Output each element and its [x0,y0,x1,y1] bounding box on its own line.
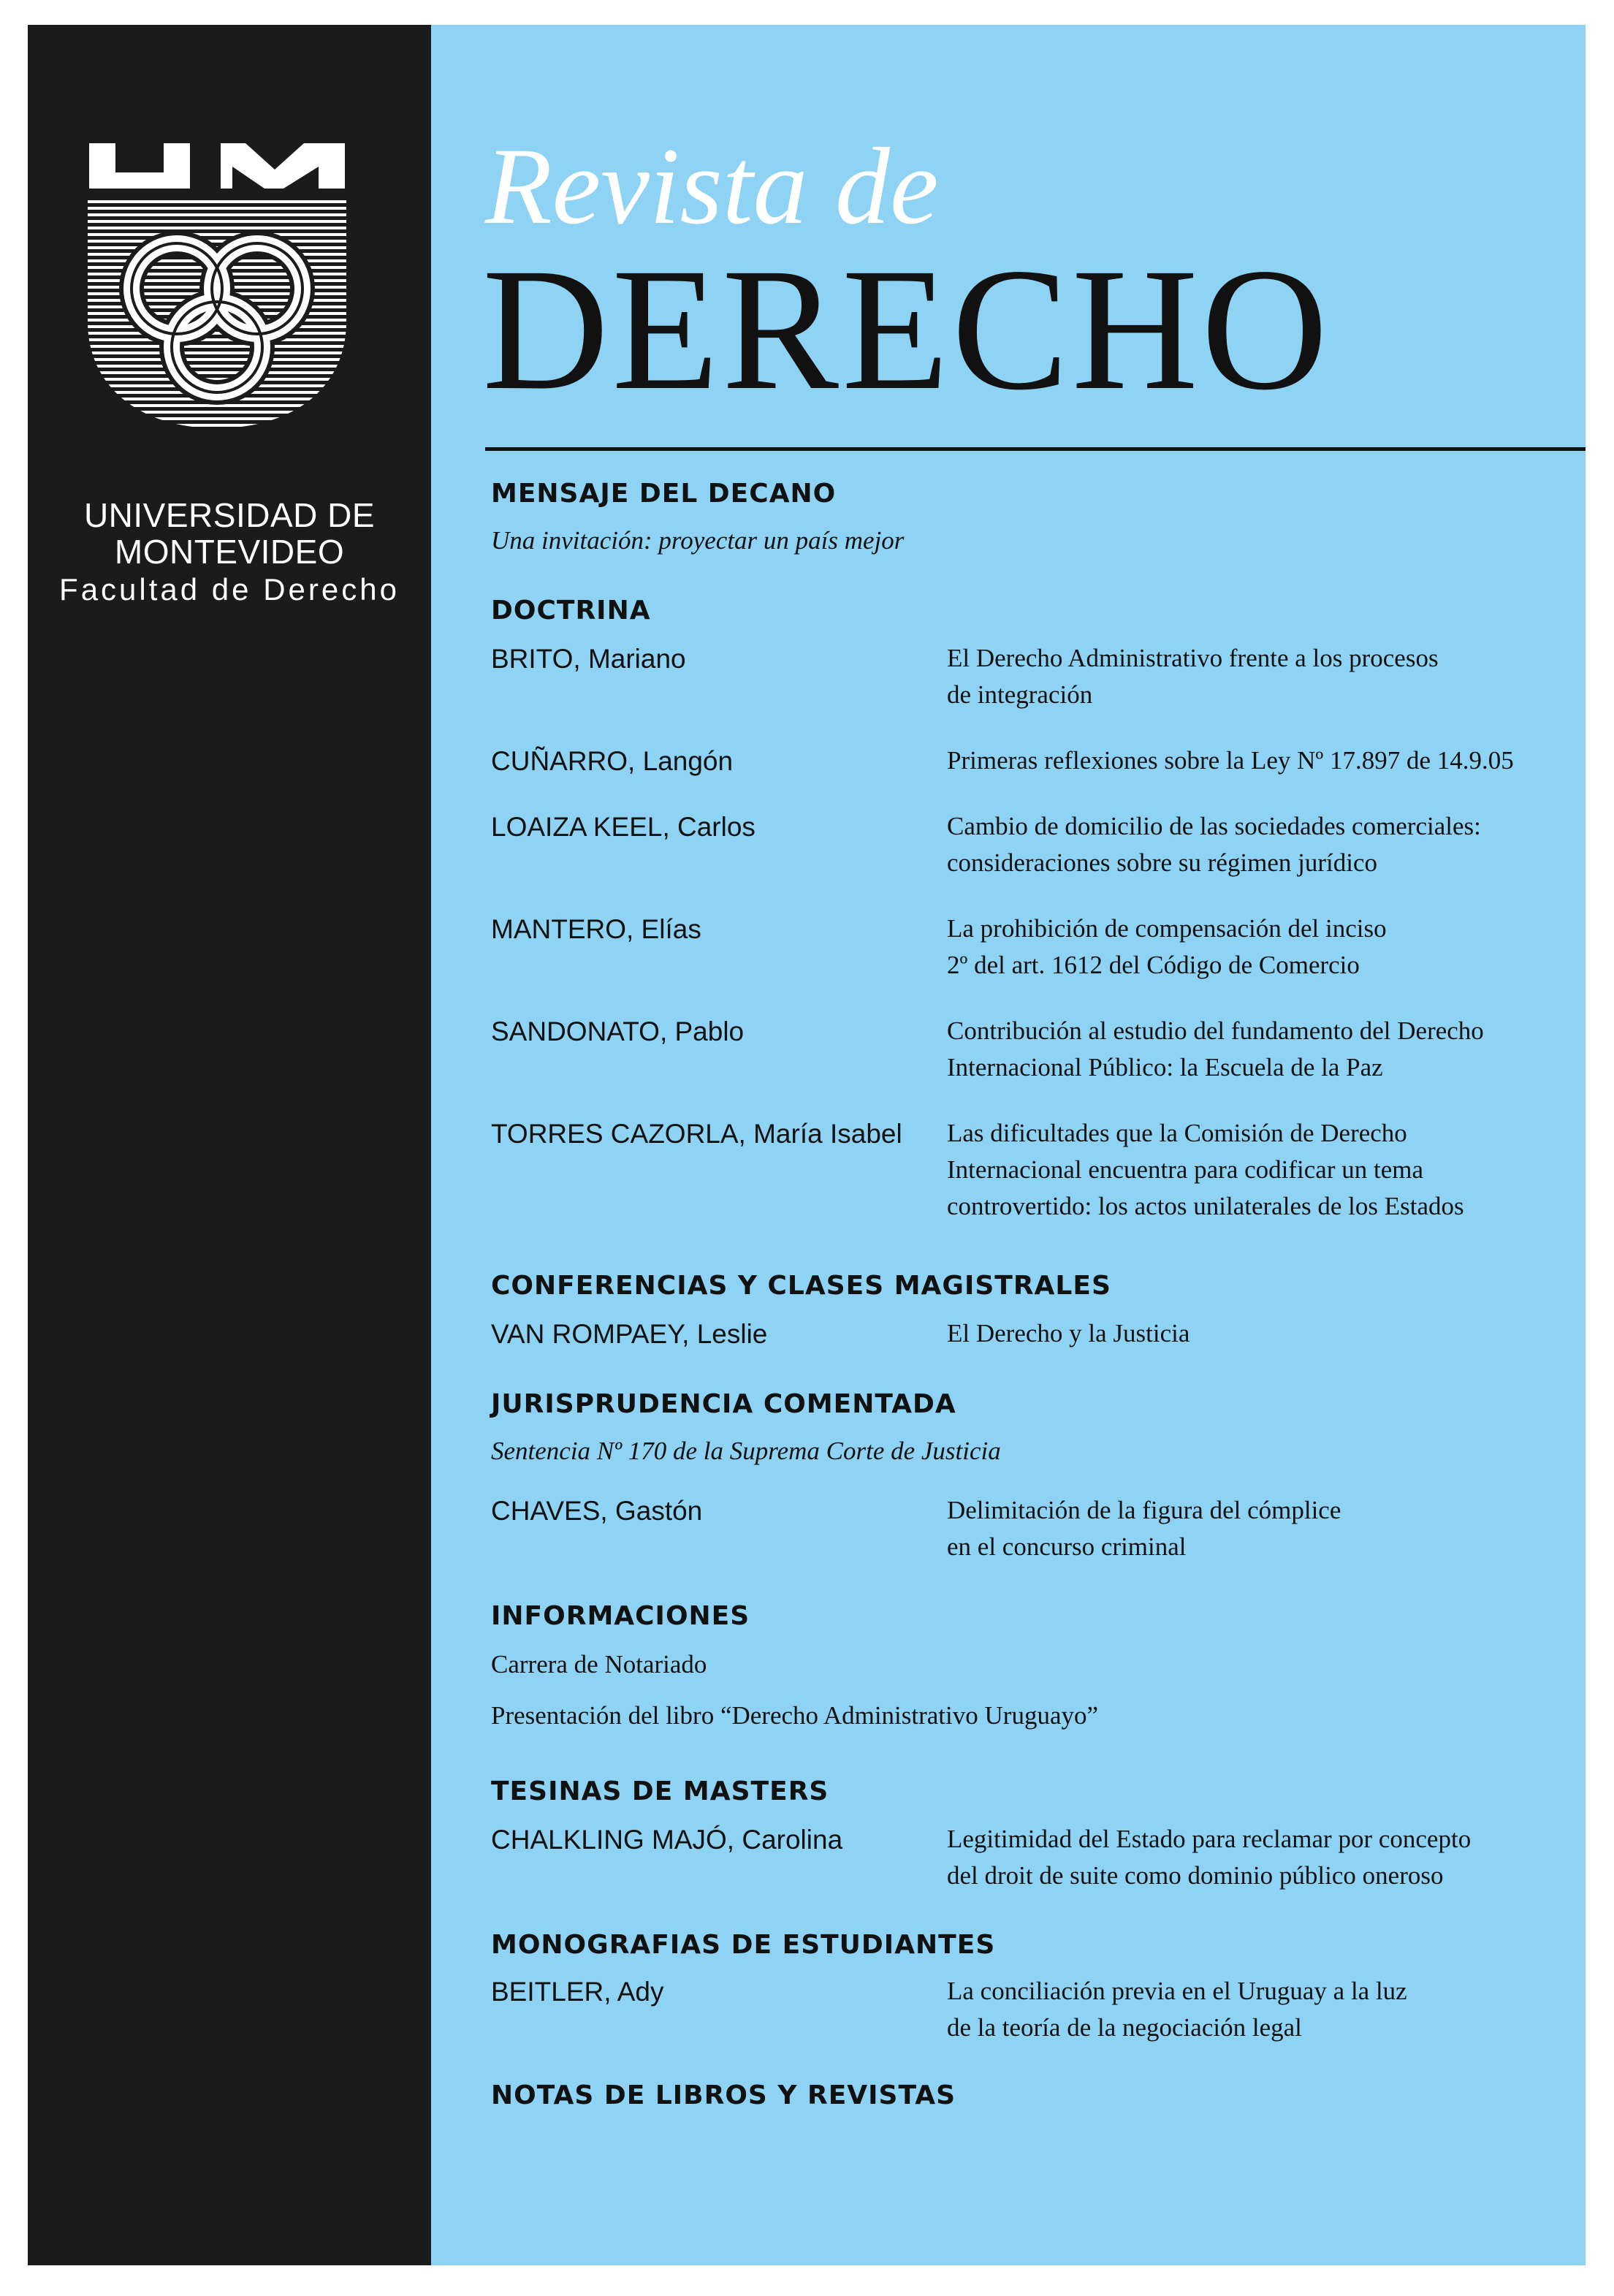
article-title-line: La prohibición de compensación del inciso [947,914,1387,943]
informaciones-item: Presentación del libro “Derecho Administrativo Uruguayo” [491,1701,1099,1730]
shield-stripe [82,345,352,348]
faculty-name: Facultad de Derecho [59,572,400,607]
article-title-line: 2º del art. 1612 del Código de Comercio [947,951,1360,979]
shield-stripe [82,200,352,203]
shield-stripe [82,332,352,335]
shield-stripe [82,207,352,210]
article-title-line: de la teoría de la negociación legal [947,2013,1302,2042]
article-title [947,808,1561,881]
university-logo [82,139,352,460]
author-name: VAN ROMPAEY, Leslie [491,1319,768,1349]
shield-stripe [82,365,352,368]
article-title [947,1115,1561,1225]
shield-stripe [82,240,352,243]
shield-stripe [82,227,352,229]
university-name [28,497,431,609]
author-name: CHAVES, Gastón [491,1496,703,1526]
university-line-1: UNIVERSIDAD DE [83,496,376,534]
article-title [947,911,1561,984]
title-divider [485,447,1586,451]
shield-stripe [82,424,352,427]
mensaje-subtitle: Una invitación: proyectar un país mejor [491,526,905,555]
article-title [947,640,1561,713]
article-title [947,1013,1561,1086]
shield-stripe [82,411,352,414]
article-title-line: El Derecho y la Justicia [947,1319,1190,1347]
article-title-line: Contribución al estudio del fundamento del Derecho [947,1016,1484,1045]
article-title-line: Internacional encuentra para codificar un tema [947,1155,1423,1184]
shield-stripe [82,213,352,216]
journal-title-revista: Revista de [485,126,939,247]
article-title [947,1821,1561,1894]
shield-stripe [82,417,352,420]
section-heading-notas: NOTAS DE LIBROS Y REVISTAS [491,2080,956,2110]
author-name: LOAIZA KEEL, Carlos [491,812,755,842]
article-title [947,1973,1561,2046]
section-heading-jurisprudencia: JURISPRUDENCIA COMENTADA [491,1389,956,1419]
shield-stripe [82,233,352,236]
article-title [947,1315,1561,1352]
journal-title-derecho: DERECHO [482,232,1331,426]
shield-stripe [82,430,352,433]
section-heading-tesinas: TESINAS DE MASTERS [491,1776,829,1806]
section-heading-conferencias: CONFERENCIAS Y CLASES MAGISTRALES [491,1271,1111,1301]
article-title-line: El Derecho Administrativo frente a los procesos [947,644,1439,672]
article-title-line: Legitimidad del Estado para reclamar por concepto [947,1825,1472,1853]
author-name: CHALKLING MAJÓ, Carolina [491,1825,843,1855]
jurisprudencia-subtitle: Sentencia Nº 170 de la Suprema Corte de Justicia [491,1437,1001,1465]
section-heading-informaciones: INFORMACIONES [491,1601,750,1631]
article-title-line: controvertido: los actos unilaterales de los Estados [947,1192,1464,1220]
section-heading-mensaje: MENSAJE DEL DECANO [491,479,837,509]
author-name: TORRES CAZORLA, María Isabel [491,1119,902,1149]
author-name: BRITO, Mariano [491,644,686,674]
article-title [947,1492,1561,1565]
article-title-line: La conciliación previa en el Uruguay a la luz [947,1977,1407,2005]
article-title [947,742,1561,779]
article-title-line: del droit de suite como dominio público oneroso [947,1861,1444,1890]
shield-stripe [82,371,352,374]
shield-stripe [82,338,352,341]
article-title-line: en el concurso criminal [947,1532,1187,1561]
article-title-line: Cambio de domicilio de las sociedades comerciales: [947,812,1481,840]
section-heading-monografias: MONOGRAFIAS DE ESTUDIANTES [491,1930,996,1960]
shield-stripe [82,351,352,354]
shield-stripe [82,358,352,361]
author-name: BEITLER, Ady [491,1977,664,2007]
university-line-2: MONTEVIDEO [114,533,345,571]
article-title-line: consideraciones sobre su régimen jurídico [947,848,1377,877]
article-title-line: Internacional Público: la Escuela de la Paz [947,1053,1383,1082]
author-name: CUÑARRO, Langón [491,746,734,776]
um-letters-icon [89,143,345,189]
article-title-line: Delimitación de la figura del cómplice [947,1496,1341,1524]
shield-stripe [82,220,352,223]
section-heading-doctrina: DOCTRINA [491,596,651,626]
author-name: MANTERO, Elías [491,914,701,944]
article-title-line: Las dificultades que la Comisión de Derecho [947,1119,1407,1147]
article-title-line: Primeras reflexiones sobre la Ley Nº 17.897 de 14.9.05 [947,746,1514,775]
article-title-line: de integración [947,680,1093,709]
author-name: SANDONATO, Pablo [491,1016,745,1046]
informaciones-item: Carrera de Notariado [491,1650,707,1679]
